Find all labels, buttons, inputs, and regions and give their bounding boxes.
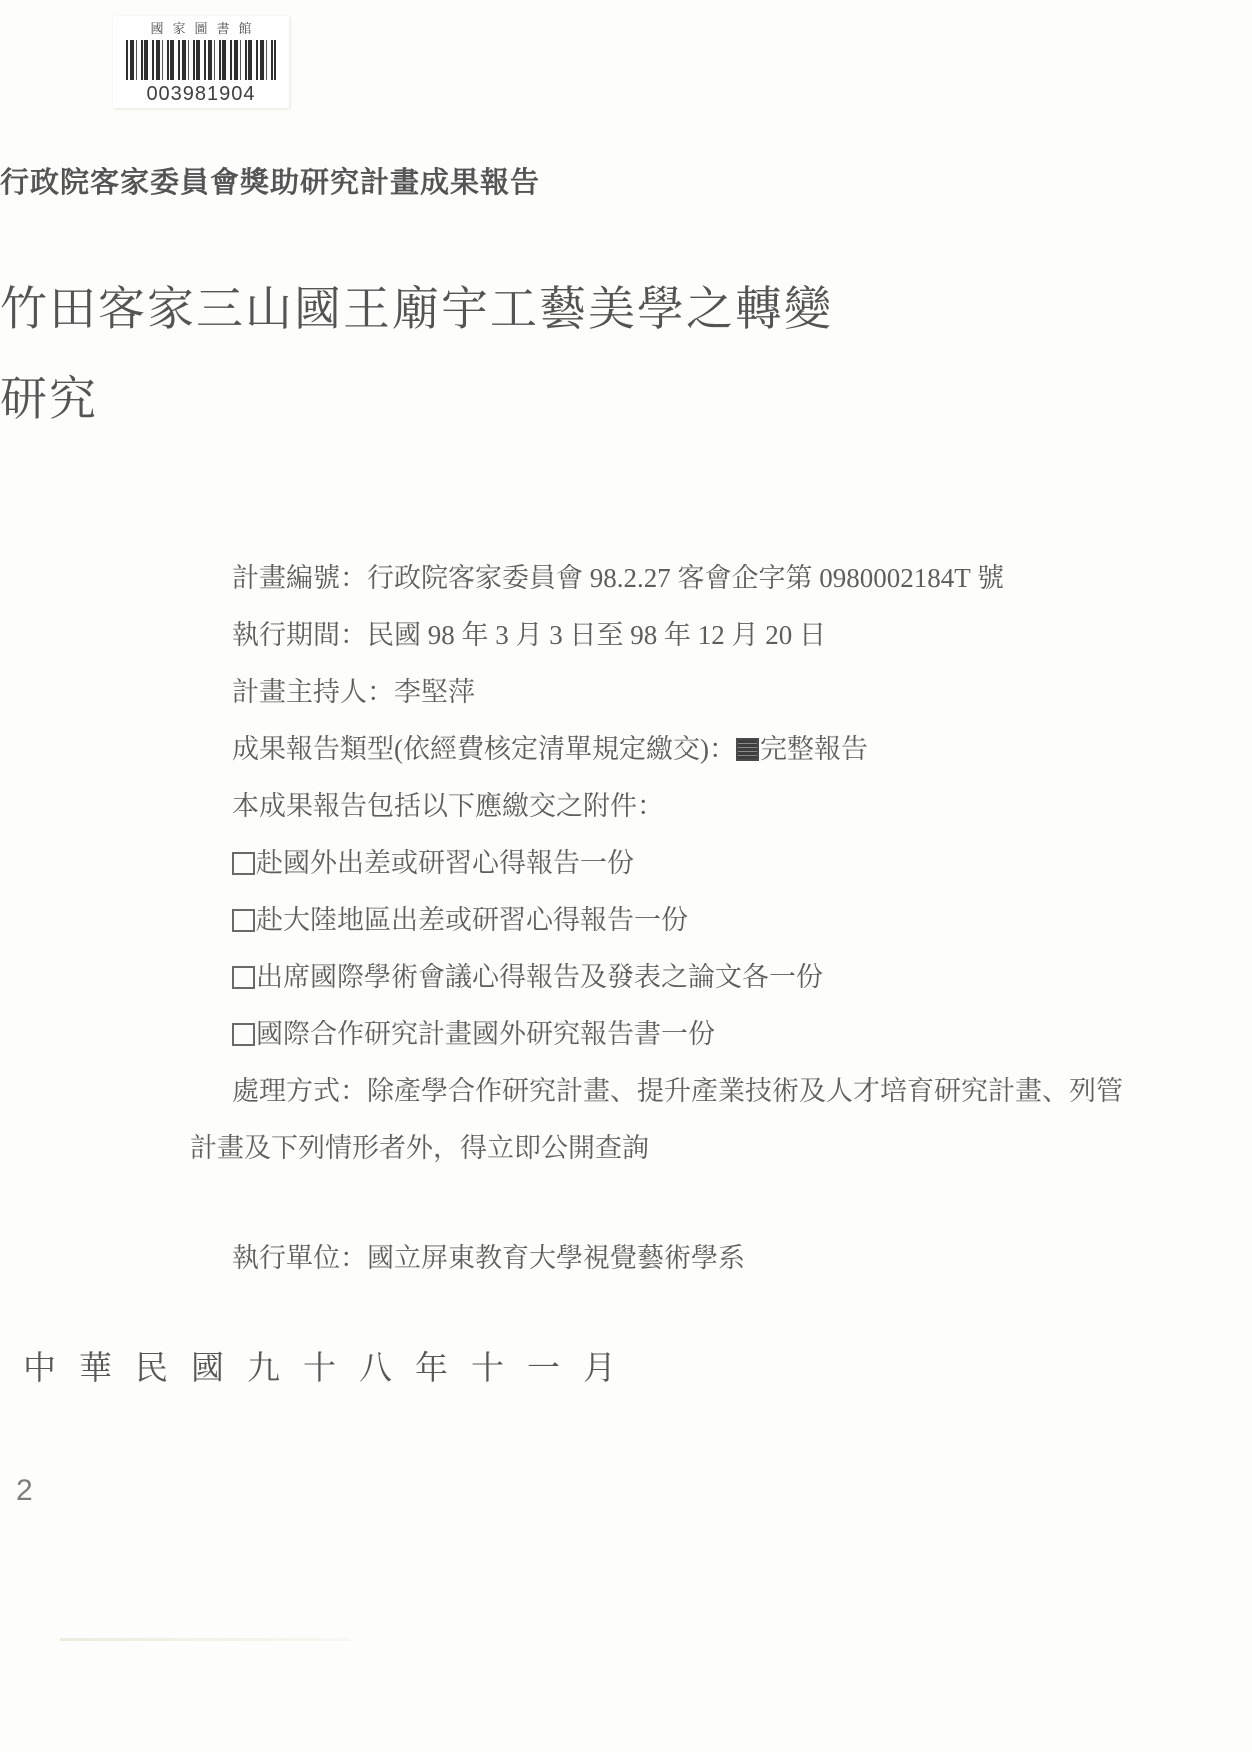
report-type-label: 成果報告類型(依經費核定清單規定繳交)： (232, 734, 736, 764)
empty-checkbox-icon (232, 1023, 255, 1046)
attachment-label: 國際合作研究計畫國外研究報告書一份 (256, 1019, 715, 1049)
project-details (190, 562, 1123, 1299)
principal-investigator: 計畫主持人：李堅萍 (232, 677, 475, 707)
execution-period: 執行期間：民國 98 年 3 月 3 日至 98 年 12 月 20 日 (232, 620, 826, 650)
executing-unit: 執行單位：國立屏東教育大學視覺藝術學系 (232, 1243, 745, 1273)
scan-artifact (60, 1638, 350, 1641)
attachment-item (232, 961, 1110, 993)
barcode-icon (126, 40, 276, 80)
attachment-item (232, 847, 1110, 879)
attachment-label: 出席國際學術會議心得報告及發表之論文各一份 (256, 962, 823, 992)
project-number: 計畫編號：行政院客家委員會 98.2.27 客會企字第 0980002184T 號 (232, 563, 1005, 593)
page-title-line2: 研究 (0, 374, 98, 426)
attachment-item (232, 904, 1110, 936)
attachment-label: 赴大陸地區出差或研習心得報告一份 (256, 905, 688, 935)
library-barcode-sticker (113, 16, 289, 108)
empty-checkbox-icon (232, 852, 255, 875)
page-number: 2 (16, 1474, 33, 1507)
barcode-number: 003981904 (146, 83, 256, 105)
attachment-item (232, 1018, 1110, 1050)
library-name: 國家圖書館 (150, 21, 261, 36)
handling-method-line1: 處理方式：除產學合作研究計畫、提升產業技術及人才培育研究計畫、列管 (232, 1076, 1123, 1106)
report-type-value: 完整報告 (759, 734, 868, 764)
filled-checkbox-icon (736, 738, 759, 761)
report-type-line (232, 733, 1110, 765)
empty-checkbox-icon (232, 966, 255, 989)
empty-checkbox-icon (232, 909, 255, 932)
page-title-line1: 竹田客家三山國王廟宇工藝美學之轉變 (0, 284, 833, 336)
attachments-intro: 本成果報告包括以下應繳交之附件： (232, 791, 664, 821)
handling-method-line2: 計畫及下列情形者外，得立即公開查詢 (190, 1133, 649, 1163)
publication-date: 中華民國九十八年十一月 (23, 1351, 639, 1387)
attachment-label: 赴國外出差或研習心得報告一份 (256, 848, 634, 878)
report-kind-header: 行政院客家委員會獎助研究計畫成果報告 (0, 167, 541, 199)
